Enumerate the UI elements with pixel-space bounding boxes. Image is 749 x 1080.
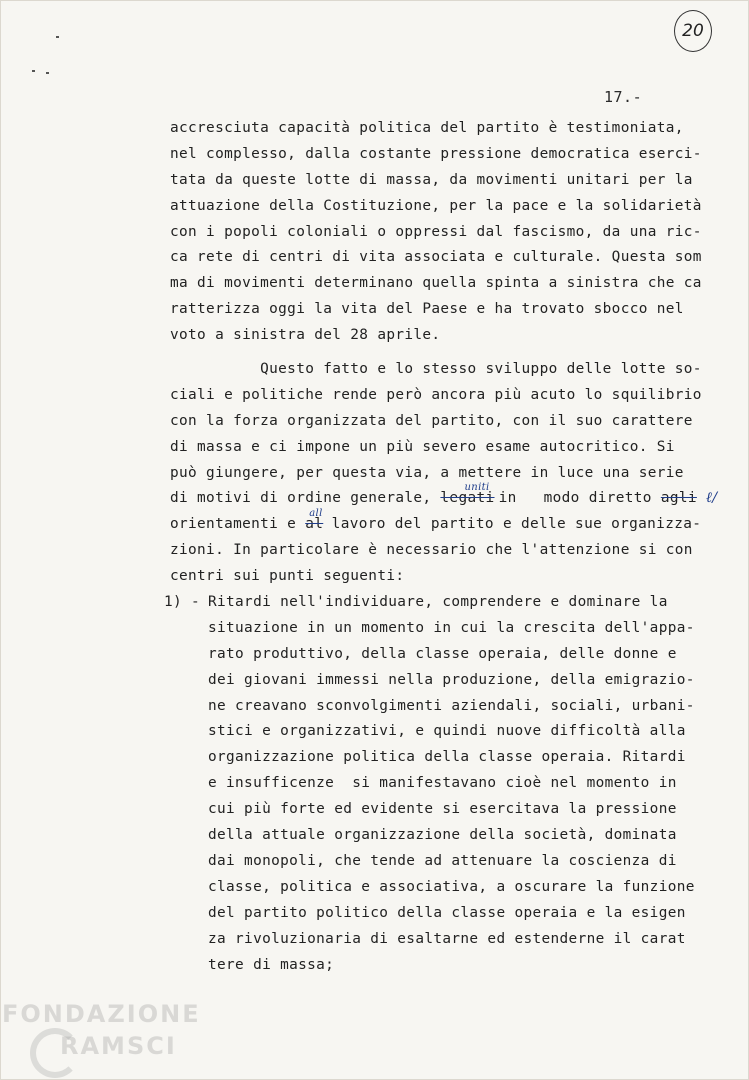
text-line-with-corrections: di motivi di ordine generale, legati$^{uniti}$ in modo diretto agli ℓ/ — [170, 482, 718, 507]
paragraph-1 — [170, 116, 705, 349]
text-line: centri sui punti seguenti: — [170, 568, 405, 585]
text-line: zioni. In particolare è necessario che l'attenzione si con — [170, 542, 693, 559]
struck-word: legati — [440, 490, 495, 507]
text-line: della attuale organizzazione della società, dominata — [208, 827, 677, 844]
paragraph-2 — [170, 357, 718, 590]
text-line: ciali e politiche rende però ancora più acuto lo squilibrio — [170, 386, 702, 403]
archive-watermark: FONDAZIONE RAMSCI — [0, 990, 260, 1080]
text-line-with-corrections: orientamenti e $al^{all}$ lavoro del partito e delle sue organizza- — [170, 508, 702, 533]
text-line: classe, politica e associativa, a oscurare la funzione — [208, 878, 695, 895]
handwritten-correction: uniti — [464, 482, 490, 494]
text-line: e insufficenze si manifestavano cioè nel momento in — [208, 775, 677, 792]
text-line: za rivoluzionaria di esaltarne ed estenderne il carat — [208, 930, 686, 947]
text-line: dai monopoli, che tende ad attenuare la coscienza di — [208, 852, 677, 869]
text-line: con i popoli coloniali o oppressi dal fascismo, da una ric- — [170, 223, 702, 240]
text-line: voto a sinistra del 28 aprile. — [170, 327, 441, 344]
text-line: accresciuta capacità politica del partito è testimoniata, — [170, 120, 684, 136]
struck-word: al — [305, 516, 324, 533]
typed-body — [164, 116, 718, 978]
page-number: 17.- — [604, 88, 643, 106]
text-line: cui più forte ed evidente si esercitava la pressione — [208, 801, 677, 818]
text-line: ne creavano sconvolgimenti aziendali, sociali, urbani- — [208, 697, 695, 714]
text-line: di massa e ci impone un più severo esame autocritico. Si — [170, 438, 675, 455]
scan-speck — [56, 36, 59, 38]
text-line: attuazione della Costituzione, per la pace e la solidarietà — [170, 197, 702, 214]
struck-word: agli — [660, 490, 697, 507]
text-line: dei giovani immessi nella produzione, della emigrazio- — [208, 671, 695, 688]
text-line: rato produttivo, della classe operaia, delle donne e — [208, 645, 677, 662]
text-line: ma di movimenti determinano quella spinta a sinistra che ca — [170, 275, 702, 292]
text-line: stici e organizzativi, e quindi nuove difficoltà alla — [208, 723, 686, 740]
list-item-label: 1) - — [164, 594, 201, 611]
text-line: del partito politico della classe operaia e la esigen — [208, 904, 686, 921]
handwritten-correction: all — [309, 508, 323, 520]
list-item-1 — [164, 590, 705, 978]
text-line: con la forza organizzata del partito, con il suo carattere — [170, 412, 693, 429]
handwritten-correction: ℓ/ — [705, 490, 718, 507]
scan-speck — [32, 70, 35, 72]
text-line: può giungere, per questa via, a mettere in luce una serie — [170, 464, 684, 481]
text-line: tata da queste lotte di massa, da movimenti unitari per la — [170, 171, 693, 188]
scan-speck — [46, 72, 49, 74]
text-line: organizzazione politica della classe operaia. Ritardi — [208, 749, 686, 766]
text-line: ca rete di centri di vita associata e culturale. Questa som — [170, 249, 702, 266]
text-line: Questo fatto e lo stesso sviluppo delle lotte so- — [170, 361, 702, 378]
text-line: tere di massa; — [208, 956, 335, 973]
text-line: situazione in un momento in cui la crescita dell'appa- — [208, 619, 695, 636]
text-line: ratterizza oggi la vita del Paese e ha trovato sbocco nel — [170, 301, 684, 318]
archive-page-stamp: 20 — [674, 10, 712, 52]
text-line: nel complesso, dalla costante pressione democratica eserci- — [170, 145, 702, 162]
text-line: Ritardi nell'individuare, comprendere e dominare la — [208, 594, 668, 611]
